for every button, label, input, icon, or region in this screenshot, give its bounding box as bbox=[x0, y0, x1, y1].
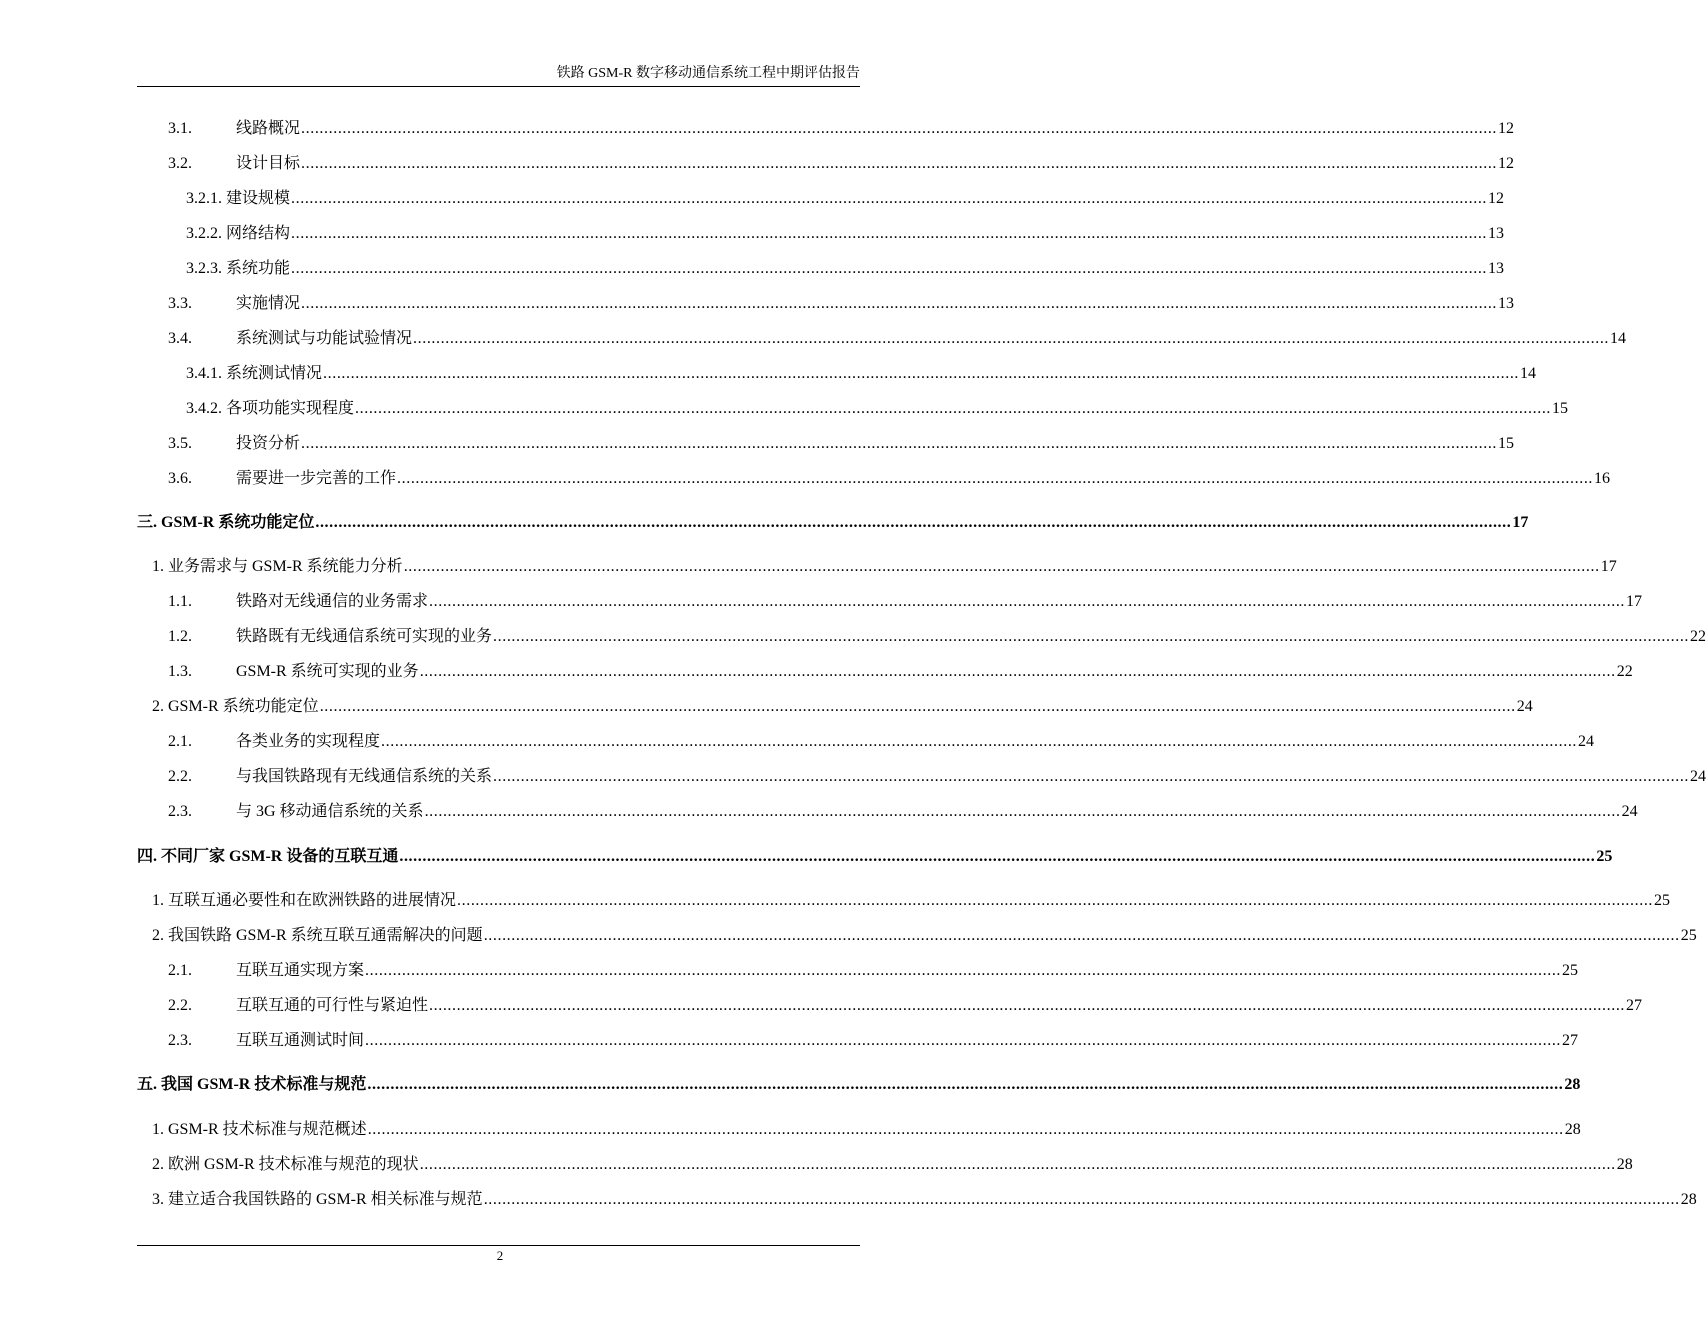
toc-entry-number: 3.4.2. bbox=[186, 400, 222, 417]
toc-entry-page: 14 bbox=[1610, 330, 1627, 347]
toc-entry-page: 17 bbox=[1626, 593, 1643, 610]
toc-entry-label bbox=[152, 1155, 419, 1175]
toc-entry[interactable] bbox=[168, 325, 1627, 349]
toc-dot-leader: .................................................................................................................................................................................................................................................................... bbox=[419, 663, 1616, 680]
toc-dot-leader: .................................................................................................................................................................................................................................................................... bbox=[301, 155, 1498, 172]
toc-entry-number: 2.1. bbox=[168, 733, 192, 750]
toc-entry[interactable] bbox=[168, 465, 1611, 489]
toc-entry-title: 系统测试情况 bbox=[226, 365, 323, 382]
toc-entry-number: 3.2.2. bbox=[186, 225, 222, 242]
toc-entry-page: 22 bbox=[1616, 663, 1633, 680]
toc-entry-number: 2. bbox=[152, 927, 164, 944]
toc-entry-title: 系统功能 bbox=[226, 260, 291, 277]
toc-entry-number: 1. bbox=[152, 558, 164, 575]
toc-entry-page: 12 bbox=[1498, 155, 1515, 172]
toc-entry-title: 系统测试与功能试验情况 bbox=[236, 330, 413, 347]
toc-entry-title: 铁路对无线通信的业务需求 bbox=[236, 593, 429, 610]
page-number: 2 bbox=[496, 1248, 504, 1263]
toc-dot-leader: .................................................................................................................................................................................................................................................................... bbox=[291, 260, 1488, 277]
toc-entry[interactable] bbox=[168, 658, 1633, 682]
toc-entry-number: 3.3. bbox=[168, 295, 192, 312]
toc-dot-leader: .................................................................................................................................................................................................................................................................... bbox=[429, 593, 1626, 610]
toc-entry-title: 线路概况 bbox=[236, 120, 301, 137]
toc-dot-leader: .................................................................................................................................................................................................................................................................... bbox=[365, 1032, 1562, 1049]
toc-entry[interactable] bbox=[168, 1027, 1579, 1051]
toc-entry-label bbox=[168, 469, 396, 489]
toc-entry-title: GSM-R 系统可实现的业务 bbox=[236, 663, 419, 680]
toc-dot-leader: .................................................................................................................................................................................................................................................................... bbox=[493, 628, 1690, 645]
toc-dot-leader: .................................................................................................................................................................................................................................................................... bbox=[419, 1156, 1616, 1173]
toc-entry-label bbox=[186, 399, 354, 419]
toc-entry-page: 28 bbox=[1564, 1121, 1581, 1138]
toc-entry-number: 1.2. bbox=[168, 628, 192, 645]
toc-dot-leader: .................................................................................................................................................................................................................................................................... bbox=[429, 997, 1626, 1014]
toc-entry[interactable] bbox=[152, 887, 1671, 911]
toc-dot-leader: .................................................................................................................................................................................................................................................................... bbox=[413, 330, 1610, 347]
toc-entry-title: 我国铁路 GSM-R 系统互联互通需解决的问题 bbox=[168, 927, 483, 944]
toc-entry-number: 1.3. bbox=[168, 663, 192, 680]
toc-entry-number: 2.2. bbox=[168, 768, 192, 785]
toc-entry-title: GSM-R 系统功能定位 bbox=[168, 698, 319, 715]
toc-dot-leader: .................................................................................................................................................................................................................................................................... bbox=[323, 365, 1520, 382]
toc-entry[interactable] bbox=[168, 957, 1579, 981]
toc-entry-label bbox=[168, 154, 300, 174]
toc-entry[interactable] bbox=[186, 360, 1537, 384]
toc-dot-leader: .................................................................................................................................................................................................................................................................... bbox=[424, 803, 1621, 820]
toc-dot-leader: .................................................................................................................................................................................................................................................................... bbox=[381, 733, 1578, 750]
toc-entry[interactable] bbox=[137, 509, 1529, 533]
toc-dot-leader: .................................................................................................................................................................................................................................................................... bbox=[365, 962, 1562, 979]
toc-entry-page: 22 bbox=[1690, 628, 1706, 645]
toc-entry-page: 15 bbox=[1498, 435, 1515, 452]
toc-dot-leader: .................................................................................................................................................................................................................................................................... bbox=[457, 892, 1654, 909]
toc-dot-leader: .................................................................................................................................................................................................................................................................... bbox=[291, 225, 1488, 242]
toc-entry-label bbox=[152, 697, 319, 717]
toc-entry[interactable] bbox=[168, 588, 1643, 612]
toc-entry-label bbox=[137, 847, 398, 867]
toc-entry-title: 我国 GSM-R 技术标准与规范 bbox=[161, 1076, 367, 1093]
toc-dot-leader: .................................................................................................................................................................................................................................................................... bbox=[399, 848, 1596, 865]
toc-entry-title: 互联互通的可行性与紧迫性 bbox=[236, 997, 429, 1014]
running-header-title: 铁路 GSM-R 数字移动通信系统工程中期评估报告 bbox=[556, 66, 860, 81]
toc-entry-label bbox=[168, 802, 424, 822]
toc-entry-number: 3.4. bbox=[168, 330, 192, 347]
toc-entry[interactable] bbox=[152, 1116, 1581, 1140]
toc-entry[interactable] bbox=[152, 1186, 1697, 1210]
toc-entry-label bbox=[168, 592, 428, 612]
toc-entry[interactable] bbox=[152, 553, 1617, 577]
toc-entry-label bbox=[168, 961, 364, 981]
toc-entry-number: 3.5. bbox=[168, 435, 192, 452]
toc-dot-leader: .................................................................................................................................................................................................................................................................... bbox=[301, 295, 1498, 312]
toc-entry-page: 13 bbox=[1488, 260, 1505, 277]
toc-entry-title: 网络结构 bbox=[226, 225, 291, 242]
toc-entry[interactable] bbox=[168, 430, 1515, 454]
toc-entry-page: 17 bbox=[1600, 558, 1617, 575]
toc-entry[interactable] bbox=[168, 623, 1706, 647]
toc-entry-page: 24 bbox=[1621, 803, 1638, 820]
toc-entry-page: 13 bbox=[1488, 225, 1505, 242]
toc-entry-label bbox=[152, 557, 403, 577]
footer-divider bbox=[137, 1245, 860, 1246]
toc-entry-number: 四. bbox=[137, 848, 158, 865]
toc-entry-title: 设计目标 bbox=[236, 155, 301, 172]
toc-entry[interactable] bbox=[137, 843, 1613, 867]
toc-entry-label bbox=[168, 434, 300, 454]
toc-entry-label bbox=[186, 364, 322, 384]
toc-entry-number: 3.2.1. bbox=[186, 190, 222, 207]
toc-entry-page: 25 bbox=[1562, 962, 1579, 979]
toc-entry[interactable] bbox=[168, 992, 1643, 1016]
toc-entry-label bbox=[168, 329, 412, 349]
toc-entry[interactable] bbox=[152, 693, 1533, 717]
toc-entry-label bbox=[186, 189, 290, 209]
toc-entry-page: 25 bbox=[1654, 892, 1671, 909]
toc-entry-page: 24 bbox=[1578, 733, 1595, 750]
toc-entry[interactable] bbox=[168, 728, 1595, 752]
toc-entry-page: 17 bbox=[1512, 514, 1529, 531]
toc-dot-leader: .................................................................................................................................................................................................................................................................... bbox=[291, 190, 1488, 207]
toc-entry[interactable] bbox=[137, 1071, 1581, 1095]
toc-entry-page: 25 bbox=[1680, 927, 1697, 944]
toc-dot-leader: .................................................................................................................................................................................................................................................................... bbox=[315, 514, 1512, 531]
toc-entry-label bbox=[152, 1120, 367, 1140]
toc-entry-number: 2.2. bbox=[168, 997, 192, 1014]
toc-dot-leader: .................................................................................................................................................................................................................................................................... bbox=[355, 400, 1552, 417]
toc-entry-number: 2.1. bbox=[168, 962, 192, 979]
toc-entry-label bbox=[168, 732, 380, 752]
toc-entry-page: 24 bbox=[1690, 768, 1706, 785]
toc-entry-title: 业务需求与 GSM-R 系统能力分析 bbox=[168, 558, 403, 575]
toc-dot-leader: .................................................................................................................................................................................................................................................................... bbox=[403, 558, 1600, 575]
toc-entry-title: 建立适合我国铁路的 GSM-R 相关标准与规范 bbox=[168, 1191, 483, 1208]
toc-dot-leader: .................................................................................................................................................................................................................................................................... bbox=[483, 927, 1680, 944]
toc-entry-label bbox=[168, 996, 428, 1016]
toc-entry-page: 12 bbox=[1488, 190, 1505, 207]
toc-entry-title: 实施情况 bbox=[236, 295, 301, 312]
toc-entry-title: 各类业务的实现程度 bbox=[236, 733, 381, 750]
toc-entry-title: GSM-R 系统功能定位 bbox=[161, 514, 315, 531]
toc-entry-number: 1. bbox=[152, 1121, 164, 1138]
toc-dot-leader: .................................................................................................................................................................................................................................................................... bbox=[397, 470, 1594, 487]
toc-entry-number: 2. bbox=[152, 698, 164, 715]
toc-entry-label bbox=[186, 259, 290, 279]
toc-entry-title: 互联互通测试时间 bbox=[236, 1032, 365, 1049]
toc-entry-label bbox=[168, 119, 300, 139]
toc-entry-number: 1. bbox=[152, 892, 164, 909]
toc-entry-number: 3.4.1. bbox=[186, 365, 222, 382]
toc-entry-title: 投资分析 bbox=[236, 435, 301, 452]
toc-entry-page: 12 bbox=[1498, 120, 1515, 137]
toc-entry[interactable] bbox=[186, 185, 1505, 209]
toc-dot-leader: .................................................................................................................................................................................................................................................................... bbox=[301, 435, 1498, 452]
toc-entry-page: 24 bbox=[1516, 698, 1533, 715]
toc-entry[interactable] bbox=[186, 220, 1505, 244]
toc-entry-number: 2.3. bbox=[168, 803, 192, 820]
toc-entry-title: 互联互通必要性和在欧洲铁路的进展情况 bbox=[168, 892, 457, 909]
toc-dot-leader: .................................................................................................................................................................................................................................................................... bbox=[493, 768, 1690, 785]
toc-dot-leader: .................................................................................................................................................................................................................................................................... bbox=[367, 1121, 1564, 1138]
toc-entry[interactable] bbox=[168, 150, 1515, 174]
toc-entry-label bbox=[186, 224, 290, 244]
toc-entry-title: 欧洲 GSM-R 技术标准与规范的现状 bbox=[168, 1156, 419, 1173]
toc-entry[interactable] bbox=[168, 290, 1515, 314]
toc-entry-page: 28 bbox=[1616, 1156, 1633, 1173]
toc-entry-label bbox=[152, 1190, 483, 1210]
toc-entry-page: 28 bbox=[1680, 1191, 1697, 1208]
toc-entry-number: 五. bbox=[137, 1076, 158, 1093]
toc-entry[interactable] bbox=[168, 798, 1638, 822]
toc-entry-page: 25 bbox=[1596, 848, 1613, 865]
toc-entry-title: 与我国铁路现有无线通信系统的关系 bbox=[236, 768, 493, 785]
toc-entry[interactable] bbox=[152, 1151, 1633, 1175]
toc-entry-page: 13 bbox=[1498, 295, 1515, 312]
toc-entry-number: 三. bbox=[137, 514, 158, 531]
toc-entry-number: 2.3. bbox=[168, 1032, 192, 1049]
toc-entry-title: 与 3G 移动通信系统的关系 bbox=[236, 803, 424, 820]
toc-entry-number: 1.1. bbox=[168, 593, 192, 610]
toc-entry-label bbox=[152, 891, 456, 911]
toc-entry-title: GSM-R 技术标准与规范概述 bbox=[168, 1121, 367, 1138]
toc-entry-label bbox=[168, 627, 492, 647]
toc-entry[interactable] bbox=[186, 395, 1569, 419]
toc-dot-leader: .................................................................................................................................................................................................................................................................... bbox=[483, 1191, 1680, 1208]
toc-entry-label bbox=[168, 1031, 364, 1051]
toc-entry[interactable] bbox=[152, 922, 1697, 946]
toc-entry-number: 3.2. bbox=[168, 155, 192, 172]
toc-entry-title: 不同厂家 GSM-R 设备的互联互通 bbox=[161, 848, 399, 865]
toc-entry-page: 27 bbox=[1626, 997, 1643, 1014]
toc-entry-number: 3.1. bbox=[168, 120, 192, 137]
toc-entry[interactable] bbox=[168, 115, 1515, 139]
toc-entry-number: 3.6. bbox=[168, 470, 192, 487]
toc-dot-leader: .................................................................................................................................................................................................................................................................... bbox=[319, 698, 1516, 715]
toc-entry-page: 28 bbox=[1564, 1076, 1581, 1093]
toc-dot-leader: .................................................................................................................................................................................................................................................................... bbox=[301, 120, 1498, 137]
header-divider bbox=[137, 86, 860, 87]
toc-entry-page: 15 bbox=[1552, 400, 1569, 417]
toc-entry-page: 27 bbox=[1562, 1032, 1579, 1049]
toc-entry-label bbox=[152, 926, 483, 946]
toc-entry-number: 2. bbox=[152, 1156, 164, 1173]
toc-entry-title: 铁路既有无线通信系统可实现的业务 bbox=[236, 628, 493, 645]
toc-entry-label bbox=[168, 294, 300, 314]
toc-entry-label bbox=[168, 662, 419, 682]
toc-entry-title: 互联互通实现方案 bbox=[236, 962, 365, 979]
toc-entry[interactable] bbox=[168, 763, 1706, 787]
toc-entry-label bbox=[137, 513, 314, 533]
toc-entry-page: 14 bbox=[1520, 365, 1537, 382]
toc-entry-title: 各项功能实现程度 bbox=[226, 400, 355, 417]
toc-entry-title: 建设规模 bbox=[226, 190, 291, 207]
toc-entry[interactable] bbox=[186, 255, 1505, 279]
toc-entry-number: 3.2.3. bbox=[186, 260, 222, 277]
toc-entry-page: 16 bbox=[1594, 470, 1611, 487]
toc-entry-title: 需要进一步完善的工作 bbox=[236, 470, 397, 487]
toc-entry-label bbox=[168, 767, 492, 787]
toc-entry-label bbox=[137, 1075, 366, 1095]
toc-entry-number: 3. bbox=[152, 1191, 164, 1208]
toc-dot-leader: .................................................................................................................................................................................................................................................................... bbox=[367, 1076, 1564, 1093]
